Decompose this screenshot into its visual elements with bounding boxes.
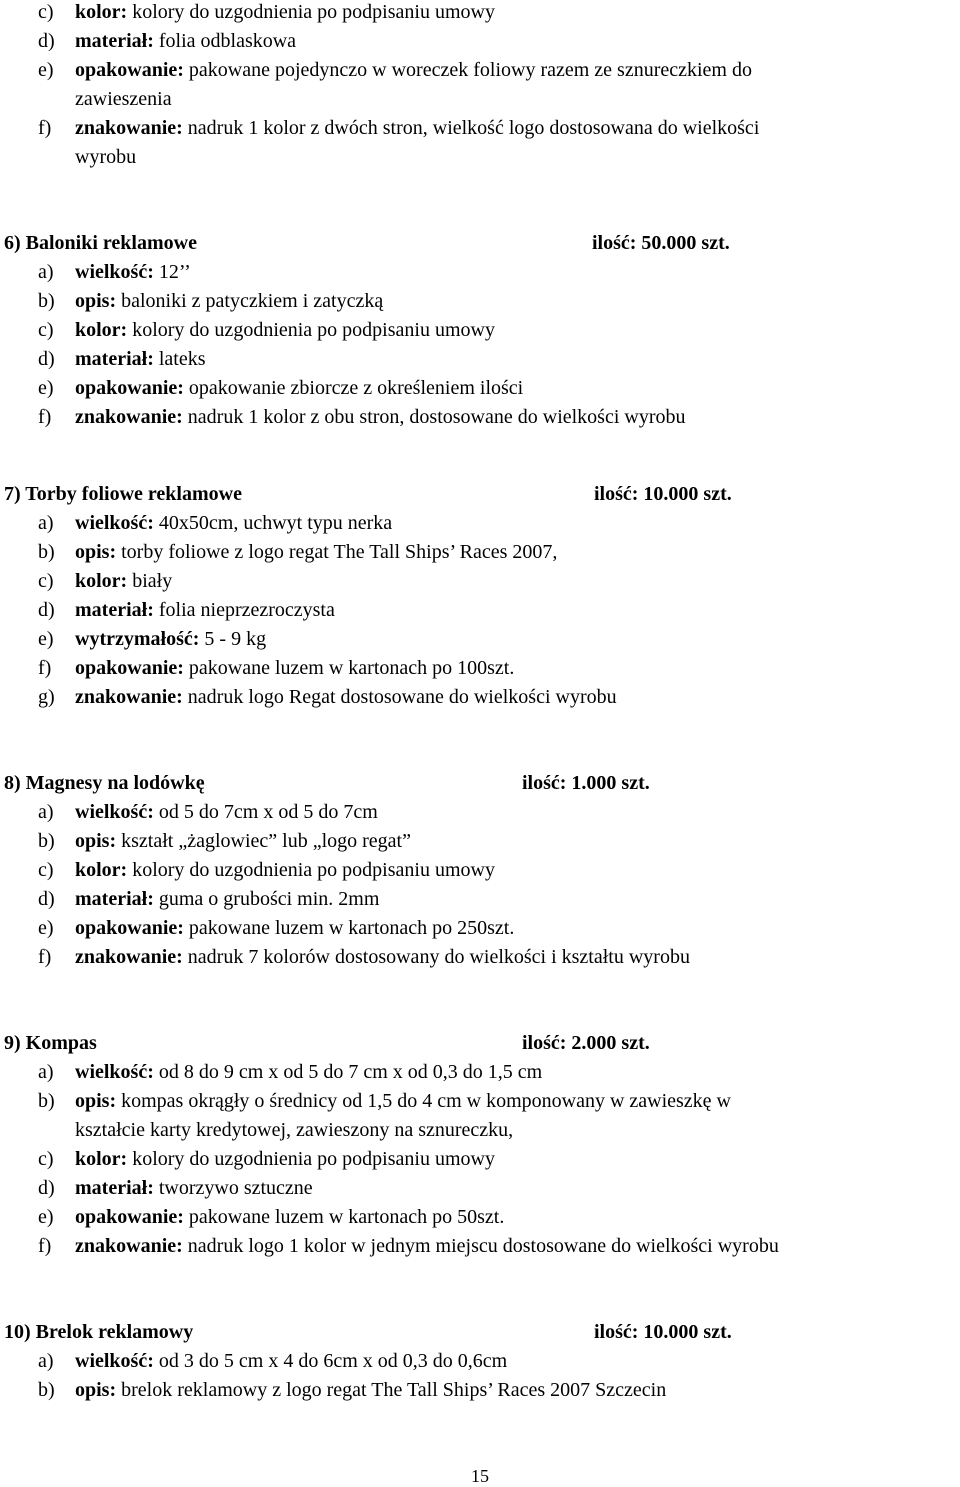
section-heading-10 [4, 1320, 732, 1344]
section-9-item-d: d) materiał: tworzywo sztuczne [38, 1177, 313, 1199]
section-title: 8) Magnesy na lodówkę [4, 772, 205, 794]
section-title: 9) Kompas [4, 1032, 97, 1054]
section-quantity: ilość: 10.000 szt. [594, 1321, 732, 1343]
section-9-item-e: e) opakowanie: pakowane luzem w kartonach po 50szt. [38, 1206, 505, 1228]
section-9-item-b-continuation: kształcie karty kredytowej, zawieszony na sznureczku, [75, 1119, 514, 1141]
section-8-item-e: e) opakowanie: pakowane luzem w kartonach po 250szt. [38, 917, 515, 939]
page-number: 15 [471, 1466, 489, 1486]
section-6-item-f: f) znakowanie: nadruk 1 kolor z obu stron, dostosowane do wielkości wyrobu [38, 406, 686, 428]
section-8-item-b: b) opis: kształt „żaglowiec” lub „logo regat” [38, 830, 411, 852]
section-quantity: ilość: 10.000 szt. [594, 483, 732, 505]
section-quantity: ilość: 1.000 szt. [522, 772, 650, 794]
section-9-item-f: f) znakowanie: nadruk logo 1 kolor w jednym miejscu dostosowane do wielkości wyrobu [38, 1235, 779, 1257]
section-heading-6 [4, 231, 730, 255]
section-7-item-e: e) wytrzymałość: 5 - 9 kg [38, 628, 267, 650]
section-heading-7 [4, 482, 732, 506]
section-quantity: ilość: 50.000 szt. [592, 232, 730, 254]
intro-item-d: d) materiał: folia odblaskowa [38, 30, 297, 52]
intro-item-e: e) opakowanie: pakowane pojedynczo w woreczek foliowy razem ze sznureczkiem do [38, 59, 752, 81]
section-7-item-g: g) znakowanie: nadruk logo Regat dostosowane do wielkości wyrobu [38, 686, 617, 708]
section-7-item-f: f) opakowanie: pakowane luzem w kartonach po 100szt. [38, 657, 515, 679]
section-6-item-a: a) wielkość: 12’’ [38, 261, 191, 283]
section-title: 7) Torby foliowe reklamowe [4, 483, 242, 505]
section-6-item-d: d) materiał: lateks [38, 348, 206, 370]
section-9-item-c: c) kolor: kolory do uzgodnienia po podpisaniu umowy [38, 1148, 495, 1170]
intro-item-c: c) kolor: kolory do uzgodnienia po podpisaniu umowy [38, 1, 495, 23]
intro-item-f: f) znakowanie: nadruk 1 kolor z dwóch stron, wielkość logo dostosowana do wielkości [38, 117, 760, 139]
section-heading-9 [4, 1031, 650, 1055]
section-7-item-d: d) materiał: folia nieprzezroczysta [38, 599, 335, 621]
section-6-item-c: c) kolor: kolory do uzgodnienia po podpisaniu umowy [38, 319, 495, 341]
section-heading-8 [4, 771, 650, 795]
section-10-item-b: b) opis: brelok reklamowy z logo regat The Tall Ships’ Races 2007 Szczecin [38, 1379, 667, 1401]
section-title: 6) Baloniki reklamowe [4, 232, 197, 254]
section-title: 10) Brelok reklamowy [4, 1321, 194, 1343]
section-6-item-e: e) opakowanie: opakowanie zbiorcze z określeniem ilości [38, 377, 524, 399]
section-7-item-c: c) kolor: biały [38, 570, 173, 592]
section-8-item-a: a) wielkość: od 5 do 7cm x od 5 do 7cm [38, 801, 378, 823]
intro-item-e-continuation: zawieszenia [75, 88, 172, 110]
section-6-item-b: b) opis: baloniki z patyczkiem i zatyczką [38, 290, 384, 312]
section-8-item-c: c) kolor: kolory do uzgodnienia po podpisaniu umowy [38, 859, 495, 881]
section-7-item-a: a) wielkość: 40x50cm, uchwyt typu nerka [38, 512, 393, 534]
section-8-item-d: d) materiał: guma o grubości min. 2mm [38, 888, 380, 910]
section-quantity: ilość: 2.000 szt. [522, 1032, 650, 1054]
section-8-item-f: f) znakowanie: nadruk 7 kolorów dostosowany do wielkości i kształtu wyrobu [38, 946, 690, 968]
section-7-item-b: b) opis: torby foliowe z logo regat The Tall Ships’ Races 2007, [38, 541, 558, 563]
section-9-item-a: a) wielkość: od 8 do 9 cm x od 5 do 7 cm x od 0,3 do 1,5 cm [38, 1061, 543, 1083]
intro-item-f-continuation: wyrobu [75, 146, 137, 168]
section-10-item-a: a) wielkość: od 3 do 5 cm x 4 do 6cm x od 0,3 do 0,6cm [38, 1350, 508, 1372]
section-9-item-b: b) opis: kompas okrągły o średnicy od 1,5 do 4 cm w komponowany w zawieszkę w [38, 1090, 731, 1112]
